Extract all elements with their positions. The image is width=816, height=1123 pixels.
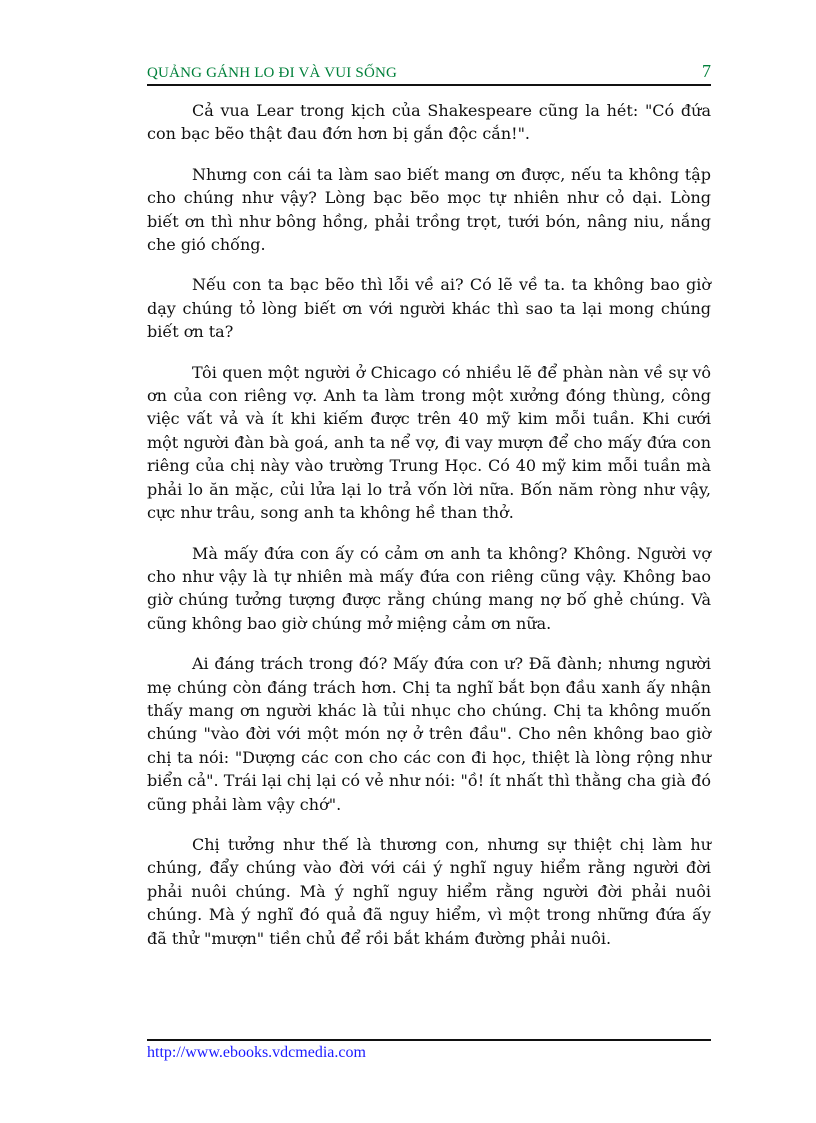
paragraph: Chị tưởng như thế là thương con, nhưng sự thiệt chị làm hư chúng, đẩy chúng vào đời với cái ý nghĩ nguy hiểm rằng người đời phải nuôi chúng. Mà ý nghĩ nguy hiểm rằng người đời phải nuôi chúng. Mà ý nghĩ đó quả đã nguy hiểm, vì một trong những đứa ấy đã thử "mượn" tiền chủ để rồi bắt khám đường phải nuôi. [147,834,711,948]
header-divider [147,84,711,86]
book-title: QUẢNG GÁNH LO ĐI VÀ VUI SỐNG [147,65,398,81]
page-header [147,60,711,82]
paragraph: Cả vua Lear trong kịch của Shakespeare cũng la hét: "Có đứa con bạc bẽo thật đau đớn hơn bị gắn độc cắn!". [147,101,711,144]
paragraph: Mà mấy đứa con ấy có cảm ơn anh ta không? Không. Người vợ cho như vậy là tự nhiên mà mấy đứa con riêng cũng vậy. Không bao giờ chúng tưởng tượng được rằng chúng mang nợ bố ghẻ chúng. Và cũng không bao giờ chúng mở miệng cảm ơn nữa. [147,543,711,633]
page-body [147,99,711,967]
paragraph: Nếu con ta bạc bẽo thì lỗi về ai? Có lẽ về ta. ta không bao giờ dạy chúng tỏ lòng biết ơn với người khác thì sao ta lại mong chúng biết ơn ta? [147,275,711,342]
paragraph: Ai đáng trách trong đó? Mấy đứa con ư? Đã đành; nhưng người mẹ chúng còn đáng trách hơn. Chị ta nghĩ bắt bọn đầu xanh ấy nhận thấy mang ơn người khác là tủi nhục cho chúng. Chị ta không muốn chúng "vào đời với một món nợ ở trên đầu". Cho nên không bao giờ chị ta nói: "Dượng các con cho các con đi học, thiệt là lòng rộng như biển cả". Trái lại chị lại có vẻ như nói: "ồ! ít nhất thì thằng cha già đó cũng phải làm vậy chớ". [147,654,711,814]
paragraph: Nhưng con cái ta làm sao biết mang ơn được, nếu ta không tập cho chúng như vậy? Lòng bạc bẽo mọc tự nhiên như cỏ dại. Lòng biết ơn thì như bông hồng, phải trồng trọt, tưới bón, nâng niu, nắng che gió chống. [147,164,711,255]
paragraph: Tôi quen một người ở Chicago có nhiều lẽ để phàn nàn về sự vô ơn của con riêng vợ. Anh ta làm trong một xưởng đóng thùng, công việc vất vả và ít khi kiếm được trên 40 mỹ kim mỗi tuần. Khi cưới một người đàn bà goá, anh ta nể vợ, đi vay mượn để cho mấy đứa con riêng của chị này vào trường Trung Học. Có 40 mỹ kim mỗi tuần mà phải lo ăn mặc, củi lửa lại lo trả vốn lời nữa. Bốn năm ròng như vậy, cực như trâu, song anh ta không hề than thở. [147,362,711,523]
footer-divider [147,1039,711,1041]
footer-website-link[interactable]: http://www.ebooks.vdcmedia.com [147,1044,366,1061]
page-number: 7 [702,61,711,81]
